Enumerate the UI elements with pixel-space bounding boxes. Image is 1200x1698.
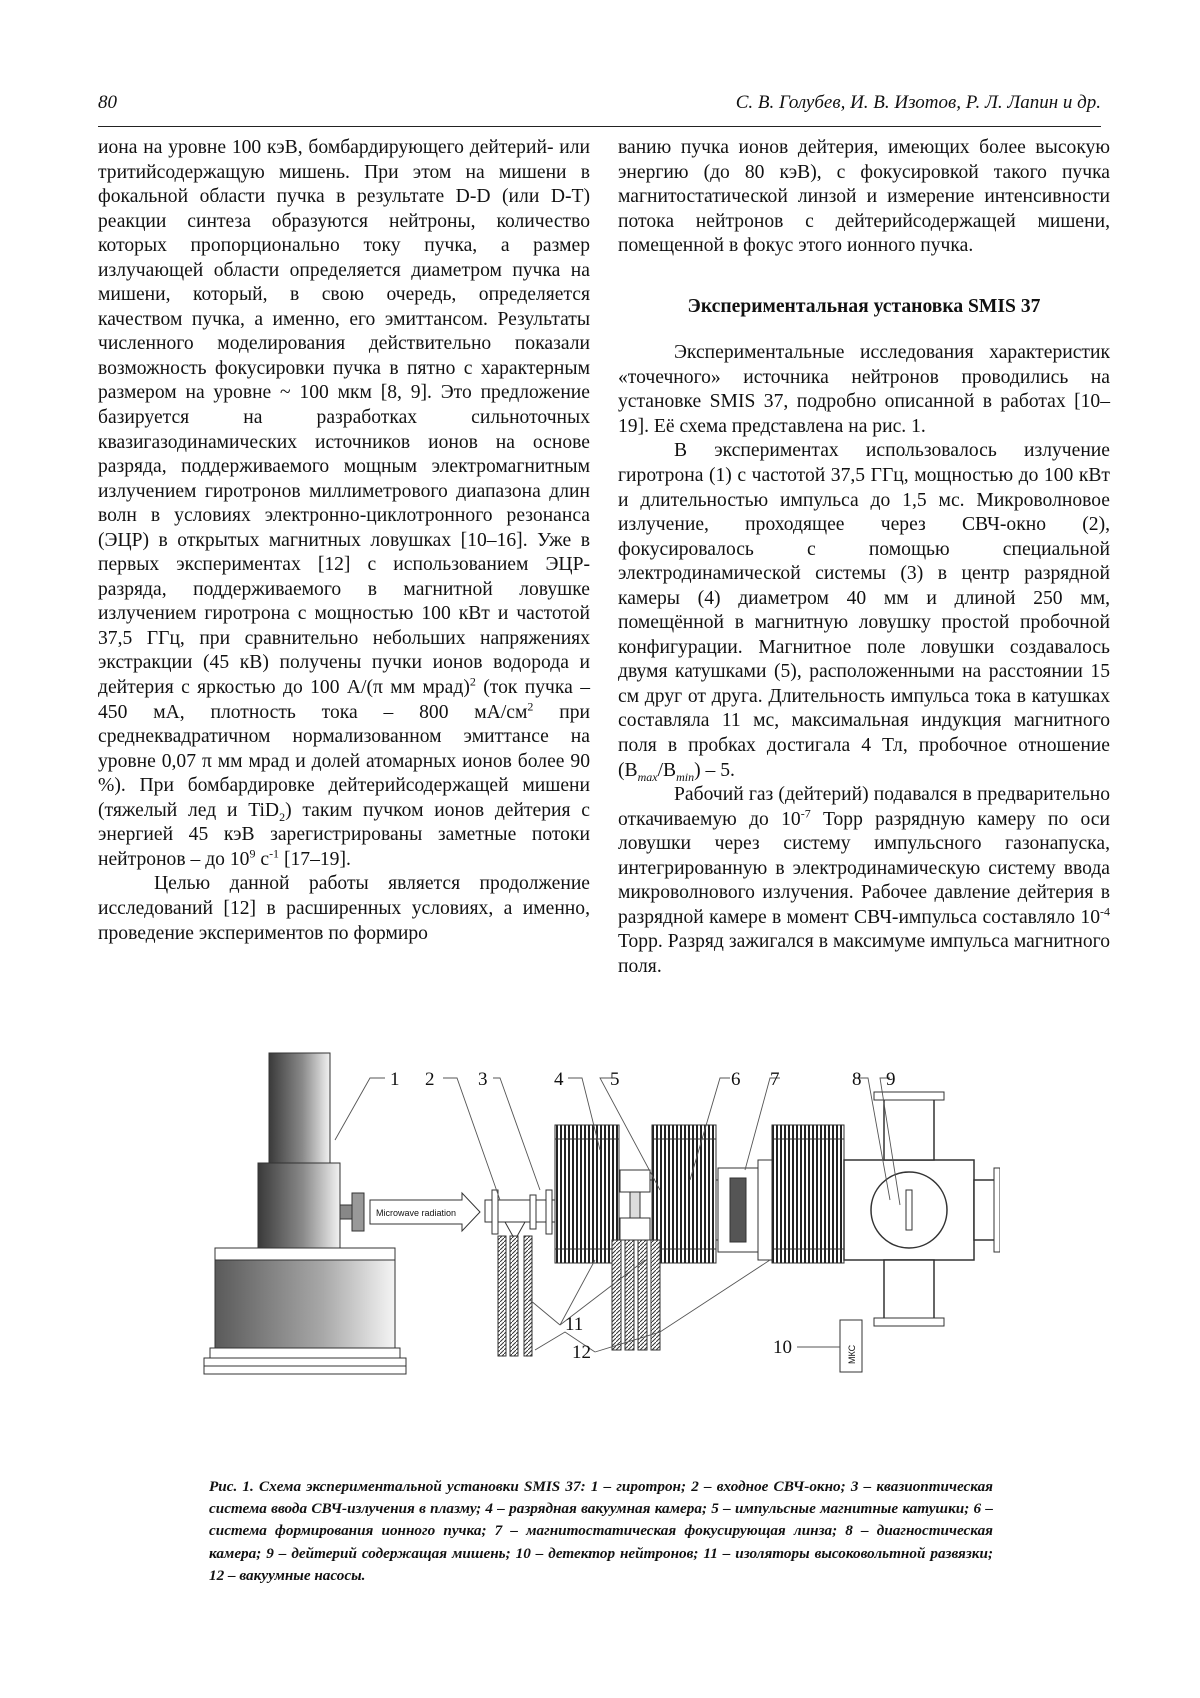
callout-9: 9	[886, 1069, 896, 1090]
right-paragraph-2: Экспериментальные исследования характеристик «точечного» источника нейтронов проводились на установке SMIS 37, подробно описанной в работах [10–19]. Её схема представлена на рис. 1.	[618, 342, 1110, 437]
right-column	[618, 136, 1110, 980]
running-header-authors: С. В. Голубев, И. В. Изотов, Р. Л. Лапин и др.	[735, 92, 1101, 113]
callout-5: 5	[610, 1069, 620, 1090]
callout-12: 12	[572, 1342, 591, 1363]
figure-caption: Рис. 1. Схема экспериментальной установки SMIS 37: 1 – гиротрон; 2 – входное СВЧ-окно; 3 – квазиоптическая система ввода СВЧ-излучения в плазму; 4 – разрядная вакуумная камера; 5 – импульсные магнитные катушки; 6 – система формирования ионного пучка; 7 – магнитостатическая фокусирующая линза; 8 – диагностическая камера; 9 – дейтерий содержащая мишень; 10 – детектор нейтронов; 11 – изоляторы высоковольтной развязки; 12 – вакуумные насосы.	[209, 1478, 993, 1584]
callout-4: 4	[554, 1069, 564, 1090]
microwave-arrow	[370, 1193, 480, 1231]
right-paragraph-3: В экспериментах использовалось излучение гиротрона (1) с частотой 37,5 ГГц, мощностью до 100 кВт и длительностью импульса до 1,5 мс. Микроволновое излучение, проходящее через СВЧ-окно (2), фокусировалось с помощью специальной электродинамической системы (3) в центр разрядной камеры (4) диаметром 40 мм и длиной 250 мм, помещённой в магнитную ловушку простой пробочной конфигурации. Магнитное поле ловушки создавалось двумя катушками (5), расположенными на расстоянии 15 см друг от друга. Длительность импульса тока в катушках составляла 11 мс, максимальная индукция магнитного поля в пробках достигала 4 Тл, пробочное отношение $(B_{max}/B_{min}) - 5$.	[618, 440, 1110, 784]
left-paragraph-1: иона на уровне 100 кэВ, бомбардирующего дейтерий- или тритийсодержащую мишень. При этом на мишени в фокальной области пучка в результате D-D (или D-T) реакции синтеза образуются нейтроны, количество которых пропорционально току пучка, а размер излучающей области определяется диаметром пучка на мишени, который, в свою очередь, определяется качеством пучка, а именно, его эмиттансом. Результаты численного моделирования действительно показали возможность фокусировки пучка в пятно с характерным размером на уровне ~ 100 мкм [8, 9]. Это предложение базируется на разработках сильноточных квазигазодинамических источников ионов на основе разряда, поддерживаемого мощным электромагнитным излучением гиротронов миллиметрового диапазона длин волн в условиях электронно-циклотронного резонанса (ЭЦР) в открытых магнитных ловушках [10–16]. Уже в первых экспериментах [12] с использованием ЭЦР-разряда, поддерживаемого в магнитной ловушке излучением гиротрона с мощностью 100 кВт и частотой 37,5 ГГц, при сравнительно небольших напряжениях экстракции (45 кВ) получены пучки ионов водорода и дейтерия с яркостью до 100 А/(π мм мрад)$^2$ (ток пучка – 450 мА, плотность тока – 800 $мА/см^2$ при среднеквадратичном нормализованном эмиттансе на уровне 0,07 π мм мрад и долей атомарных ионов более 90 %). При бомбардировке дейтерийсодержащей мишени (тяжелый лед и TiD$_2$) таким пучком ионов дейтерия с энергией 45 кэВ зарегистрированы заметные потоки нейтронов – до $10^9$ $с^{-1}$ [17–19].	[98, 137, 590, 870]
figure-smis37-schematic	[200, 1050, 1000, 1470]
callout-1: 1	[390, 1069, 400, 1090]
left-column	[98, 136, 590, 946]
callout-3: 3	[478, 1069, 488, 1090]
schematic-drawing	[200, 1050, 1000, 1470]
callout-7: 7	[770, 1069, 780, 1090]
callout-11: 11	[565, 1314, 584, 1335]
header-divider	[98, 126, 1101, 127]
page-number: 80	[98, 92, 117, 113]
mks-label: МКС	[847, 1344, 857, 1364]
callout-8: 8	[852, 1069, 862, 1090]
section-title: Экспериментальная установка SMIS 37	[687, 295, 1041, 317]
right-paragraph-1: ванию пучка ионов дейтерия, имеющих более высокую энергию (до 80 кэВ), с фокусировкой такого пучка магнитостатической линзой и измерение интенсивности потока нейтронов с дейтерийсодержащей мишени, помещенной в фокус этого ионного пучка.	[618, 137, 1110, 257]
diagnostic-chamber	[844, 1092, 1000, 1326]
neutron-detector	[840, 1320, 862, 1372]
microwave-radiation-label: Microwave radiation	[376, 1208, 457, 1218]
right-paragraph-4: Рабочий газ (дейтерий) подавался в предварительно откачиваемую до $10^{-7}$ Торр разрядную камеру по оси ловушки через систему импульсного газонапуска, интегрированную в электродинамическую систему ввода микроволнового излучения. Рабочее давление дейтерия в разрядной камере в момент СВЧ-импульса составляло $10^{-4}$ Торр. Разряд зажигался в максимуме импульса магнитного поля.	[618, 784, 1110, 977]
callout-10: 10	[773, 1337, 792, 1358]
callout-2: 2	[425, 1069, 435, 1090]
callout-6: 6	[731, 1069, 741, 1090]
left-paragraph-2: Целью данной работы является продолжение исследований [12] в расширенных условиях, а именно, проведение экспериментов по формиро	[98, 873, 590, 944]
extraction-and-lens	[718, 1125, 844, 1263]
